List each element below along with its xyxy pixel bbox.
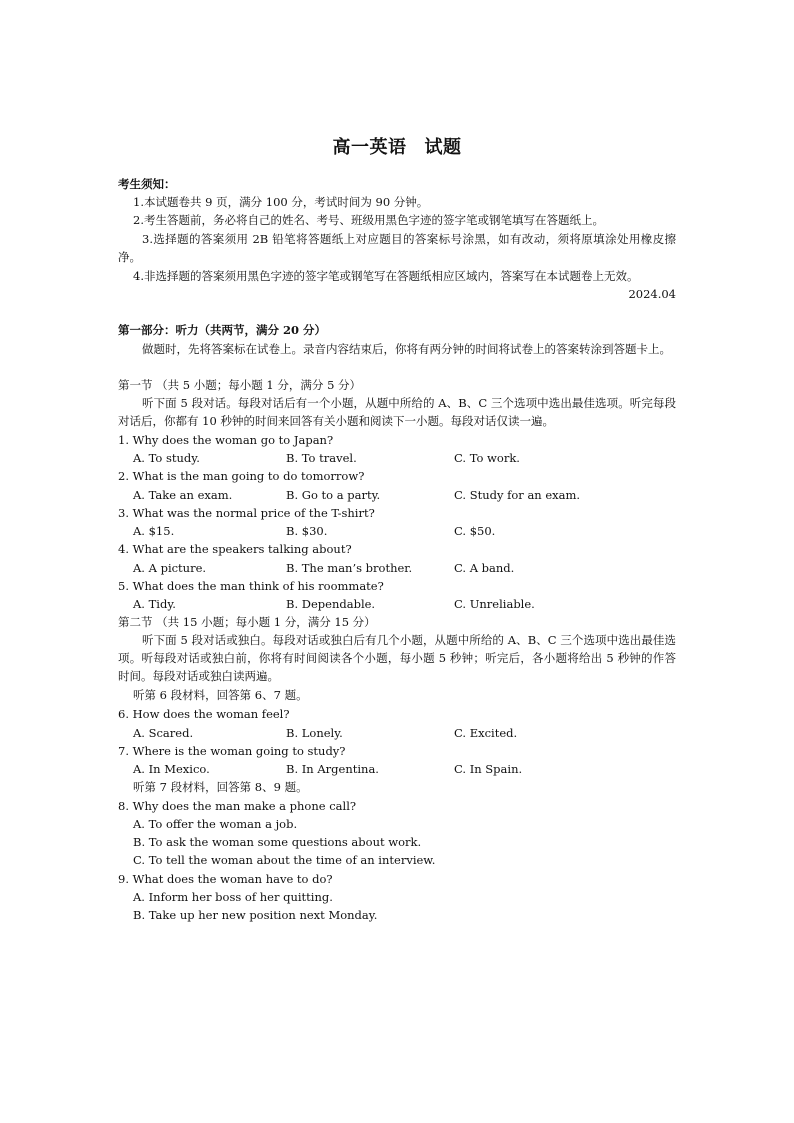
question-1: 1. Why does the woman go to Japan? — [118, 433, 334, 447]
page-title — [0, 133, 794, 159]
q7-option-b: B. In Argentina. — [286, 762, 379, 776]
part1-heading: 第一部分：听力（共两节，满分 20 分） — [118, 323, 327, 337]
q6-option-b: B. Lonely. — [286, 726, 343, 740]
q1-option-c: C. To work. — [454, 451, 520, 465]
q3-option-a: A. $15. — [133, 524, 175, 538]
notice-item-4: 4.非选择题的答案须用黑色字迹的签字笔或钢笔写在答题纸相应区域内，答案写在本试题卷上无效。 — [133, 269, 639, 283]
q1-option-a: A. To study. — [133, 451, 200, 465]
section2-heading: 第二节 （共 15 小题；每小题 1 分，满分 15 分） — [118, 615, 376, 629]
q4-option-b: B. The man’s brother. — [286, 561, 413, 575]
q5-option-b: B. Dependable. — [286, 597, 376, 611]
q1-option-b: B. To travel. — [286, 451, 357, 465]
q3-option-c: C. $50. — [454, 524, 496, 538]
q2-option-b: B. Go to a party. — [286, 488, 381, 502]
notice-item-2: 2.考生答题前，务必将自己的姓名、考号、班级用黑色字迹的签字笔或钢笔填写在答题纸上。 — [133, 213, 604, 227]
material-7-note: 听第 7 段材料，回答第 8、9 题。 — [133, 780, 308, 794]
q7-option-a: A. In Mexico. — [133, 762, 210, 776]
question-3: 3. What was the normal price of the T-shirt? — [118, 506, 375, 520]
notice-heading: 考生须知： — [118, 177, 176, 191]
question-4: 4. What are the speakers talking about? — [118, 542, 352, 556]
question-6: 6. How does the woman feel? — [118, 707, 290, 721]
q9-option-b: B. Take up her new position next Monday. — [133, 908, 378, 922]
q5-option-a: A. Tidy. — [133, 597, 176, 611]
question-2: 2. What is the man going to do tomorrow? — [118, 469, 365, 483]
question-7: 7. Where is the woman going to study? — [118, 744, 346, 758]
q2-option-a: A. Take an exam. — [133, 488, 233, 502]
section1-heading: 第一节 （共 5 小题；每小题 1 分，满分 5 分） — [118, 378, 362, 392]
q3-option-b: B. $30. — [286, 524, 328, 538]
notice-item-1: 1.本试题卷共 9 页，满分 100 分，考试时间为 90 分钟。 — [133, 195, 429, 209]
q6-option-c: C. Excited. — [454, 726, 518, 740]
notice-item-3: 3.选择题的答案须用 2B 铅笔将答题纸上对应题目的答案标号涂黑，如有改动，须将原填涂处用橡皮擦净。 — [118, 232, 676, 264]
q2-option-c: C. Study for an exam. — [454, 488, 581, 502]
title-kind: 试题 — [424, 137, 462, 158]
q6-option-a: A. Scared. — [133, 726, 194, 740]
q7-option-c: C. In Spain. — [454, 762, 523, 776]
q8-option-b: B. To ask the woman some questions about work. — [133, 835, 422, 849]
section2-instructions: 听下面 5 段对话或独白。每段对话或独白后有几个小题，从题中所给的 A、B、C 三个选项中选出最佳选项。听每段对话或独白前，你将有时间阅读各个小题，每小题 5 秒钟；听完后，各小题将给出 5 秒钟的作答时间。每段对话或独白读两遍。 — [118, 633, 676, 683]
q8-option-a: A. To offer the woman a job. — [133, 817, 298, 831]
section1-instructions: 听下面 5 段对话。每段对话后有一个小题，从题中所给的 A、B、C 三个选项中选出最佳选项。听完每段对话后，你都有 10 秒钟的时间来回答有关小题和阅读下一小题。每段对话仅读一遍。 — [118, 396, 676, 428]
material-6-note: 听第 6 段材料，回答第 6、7 题。 — [133, 688, 308, 702]
question-8: 8. Why does the man make a phone call? — [118, 799, 357, 813]
question-5: 5. What does the man think of his roommate? — [118, 579, 384, 593]
q8-option-c: C. To tell the woman about the time of an interview. — [133, 853, 436, 867]
q4-option-a: A. A picture. — [133, 561, 207, 575]
part1-intro: 做题时，先将答案标在试卷上。录音内容结束后，你将有两分钟的时间将试卷上的答案转涂到答题卡上。 — [142, 342, 671, 356]
q9-option-a: A. Inform her boss of her quitting. — [133, 890, 333, 904]
title-subject: 高一英语 — [332, 137, 407, 158]
question-9: 9. What does the woman have to do? — [118, 872, 333, 886]
q4-option-c: C. A band. — [454, 561, 515, 575]
q5-option-c: C. Unreliable. — [454, 597, 535, 611]
exam-date: 2024.04 — [628, 287, 676, 301]
